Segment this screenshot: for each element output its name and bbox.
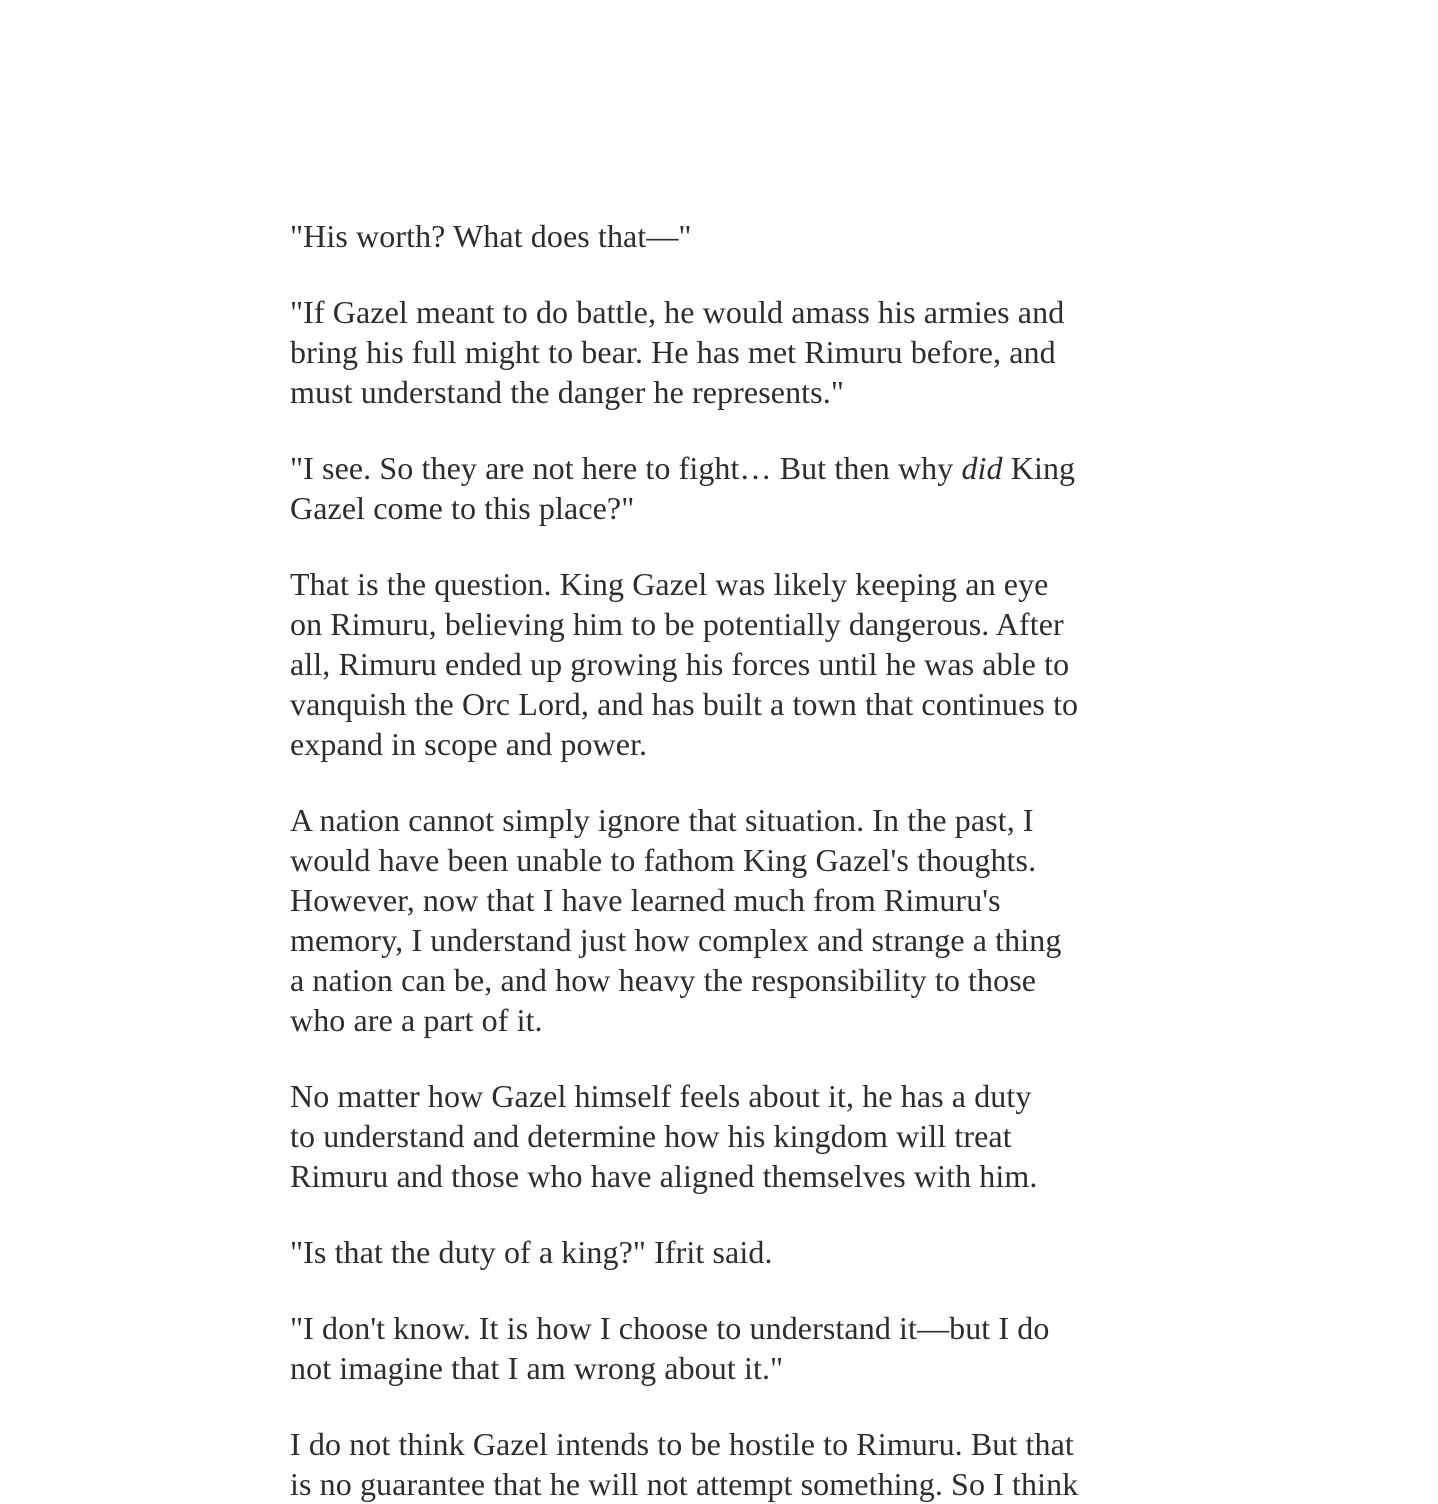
text-segment: vanquish the Orc Lord, and has built a town that continues to [290, 686, 1079, 722]
text-segment: on Rimuru, believing him to be potentially dangerous. After [290, 606, 1064, 642]
text-segment: No matter how Gazel himself feels about it, he has a duty [290, 1078, 1032, 1114]
text-line [290, 1232, 1230, 1272]
text-segment: King [1002, 450, 1076, 486]
text-segment: would have been unable to fathom King Gazel's thoughts. [290, 842, 1037, 878]
text-line [290, 564, 1230, 604]
text-segment: all, Rimuru ended up growing his forces until he was able to [290, 646, 1070, 682]
text-line [290, 960, 1230, 1000]
text-segment: Gazel come to this place?" [290, 490, 635, 526]
paragraph [290, 564, 1230, 764]
text-segment: a nation can be, and how heavy the responsibility to those [290, 962, 1037, 998]
text-segment: bring his full might to bear. He has met Rimuru before, and [290, 334, 1056, 370]
text-segment: "Is that the duty of a king?" Ifrit said. [290, 1234, 773, 1270]
text-line [290, 1464, 1230, 1504]
paragraph [290, 1308, 1230, 1388]
text-line [290, 372, 1230, 412]
paragraph [290, 800, 1230, 1040]
text-segment: to understand and determine how his kingdom will treat [290, 1118, 1012, 1154]
text-segment: That is the question. King Gazel was likely keeping an eye [290, 566, 1049, 602]
text-segment: "I don't know. It is how I choose to understand it—but I do [290, 1310, 1050, 1346]
paragraph [290, 292, 1230, 412]
text-line [290, 840, 1230, 880]
text-line [290, 800, 1230, 840]
text-segment: who are a part of it. [290, 1002, 543, 1038]
text-segment: A nation cannot simply ignore that situation. In the past, I [290, 802, 1034, 838]
text-line [290, 1076, 1230, 1116]
text-line [290, 920, 1230, 960]
text-segment: not imagine that I am wrong about it." [290, 1350, 784, 1386]
text-line [290, 216, 1230, 256]
text-line [290, 1000, 1230, 1040]
paragraph [290, 1232, 1230, 1272]
italic-text: did [961, 450, 1003, 486]
text-segment: memory, I understand just how complex and strange a thing [290, 922, 1062, 958]
text-segment: Rimuru and those who have aligned themselves with him. [290, 1158, 1038, 1194]
text-line [290, 1424, 1230, 1464]
paragraph [290, 216, 1230, 256]
text-line [290, 684, 1230, 724]
paragraph [290, 448, 1230, 528]
text-segment: I do not think Gazel intends to be hostile to Rimuru. But that [290, 1426, 1074, 1462]
text-line [290, 1116, 1230, 1156]
text-line [290, 488, 1230, 528]
text-segment: expand in scope and power. [290, 726, 648, 762]
text-line [290, 1348, 1230, 1388]
text-segment: must understand the danger he represents." [290, 374, 844, 410]
paragraph [290, 1424, 1230, 1504]
page-text [290, 216, 1230, 1504]
text-line [290, 292, 1230, 332]
text-line [290, 604, 1230, 644]
text-line [290, 880, 1230, 920]
text-segment: However, now that I have learned much from Rimuru's [290, 882, 1001, 918]
text-segment: "His worth? What does that—" [290, 218, 692, 254]
text-line [290, 1308, 1230, 1348]
text-line [290, 724, 1230, 764]
text-segment: "If Gazel meant to do battle, he would amass his armies and [290, 294, 1065, 330]
text-line [290, 332, 1230, 372]
text-line [290, 1156, 1230, 1196]
text-segment: "I see. So they are not here to fight… But then why [290, 450, 962, 486]
text-line [290, 448, 1230, 488]
text-segment: is no guarantee that he will not attempt something. So I think [290, 1466, 1079, 1502]
text-line [290, 644, 1230, 684]
paragraph [290, 1076, 1230, 1196]
